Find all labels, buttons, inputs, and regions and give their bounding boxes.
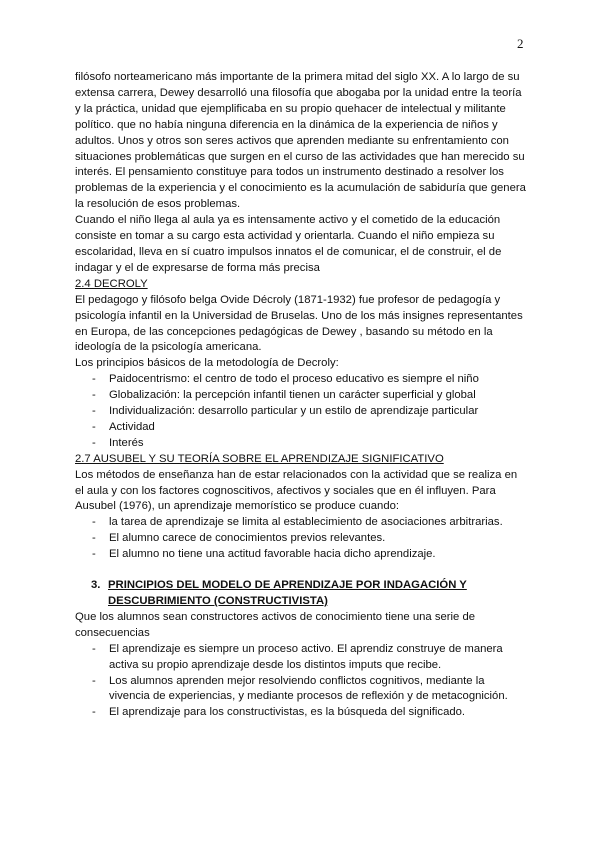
section3-intro: Que los alumnos sean constructores activos de conocimiento tiene una serie de consecuencias [75,610,476,639]
list-item: - la tarea de aprendizaje se limita al establecimiento de asociaciones arbitrarias. [75,515,527,531]
decroly-principles-list [75,372,527,452]
list-item: - Los alumnos aprenden mejor resolviendo conflictos cognitivos, mediante la vivencia de experiencias, y mediante procesos de reflexión y de metacognición. [75,674,527,706]
list-item: - El alumno no tiene una actitud favorable hacia dicho aprendizaje. [75,547,527,563]
ausubel-conditions-list [75,515,527,563]
decroly-principles-intro: Los principios básicos de la metodología de Decroly: [75,357,339,370]
list-item: - Individualización: desarrollo particular y un estilo de aprendizaje particular [75,404,527,420]
dewey-paragraph: Cuando el niño llega al aula ya es intensamente activo y el cometido de la educación consiste en tomar a su cargo esta actividad y orientarla. Cuando el niño empieza su escolaridad, lleva en sí cuatro impulsos innatos el de comunicar, el de construir, el de indagar y el de expresarse de forma más precisa [75,214,502,274]
page-body [75,70,527,721]
list-item: - Globalización: la percepción infantil tienen un carácter superficial y global [75,388,527,404]
intro-paragraph: filósofo norteamericano más importante de la primera mitad del siglo XX. A lo largo de su extensa carrera, Dewey desarrolló una filosofía que abogaba por la unidad entre la teoría y la práctica, unidad que ejemplificaba en su propio quehacer de intelectual y militante político. que no había ninguna diferencia en la dinámica de la experiencia de niños y adultos. Unos y otros son seres activos que aprenden mediante su enfrentamiento con situaciones problemáticas que surgen en el curso de las actividades que han merecido su interés. El pensamiento constituye para todos un instrumento destinado a resolver los problemas de la experiencia y el conocimiento es la acumulación de sabiduría que genera la resolución de esos problemas. [75,71,526,211]
section3-consequences-list [75,642,527,722]
section3-number: 3. [91,579,101,592]
decroly-paragraph: El pedagogo y filósofo belga Ovide Décroly (1871-1932) fue profesor de pedagogía y psicología infantil en la Universidad de Bruselas. Uno de los más insignes representantes en Europa, de las concepciones pedagógicas de Dewey , basando su método en la ideología de la psicología americana. [75,293,523,354]
list-item: - El aprendizaje para los constructivistas, es la búsqueda del significado. [75,705,527,721]
ausubel-paragraph: Los métodos de enseñanza han de estar relacionados con la actividad que se realiza en el aula y con los factores cognoscitivos, afectivos y sociales que en él influyen. Para Ausubel (1976), un aprendizaje memorístico se produce cuando: [75,468,518,513]
list-item: - El aprendizaje es siempre un proceso activo. El aprendiz construye de manera activa su propio aprendizaje desde los distintos imputs que recibe. [75,642,527,674]
decroly-heading: 2.4 DECROLY [75,277,148,290]
section3-heading-text: PRINCIPIOS DEL MODELO DE APRENDIZAJE POR INDAGACIÓN Y DESCUBRIMIENTO (CONSTRUCTIVISTA) [108,579,467,607]
page-number: 2 [517,36,524,51]
ausubel-heading: 2.7 AUSUBEL Y SU TEORÍA SOBRE EL APRENDIZAJE SIGNIFICATIVO [75,452,444,465]
list-item: - Actividad [75,420,527,436]
list-item: - Paidocentrismo: el centro de todo el proceso educativo es siempre el niño [75,372,527,388]
list-item: - Interés [75,436,527,452]
section3-heading [75,578,527,610]
list-item: - El alumno carece de conocimientos previos relevantes. [75,531,527,547]
